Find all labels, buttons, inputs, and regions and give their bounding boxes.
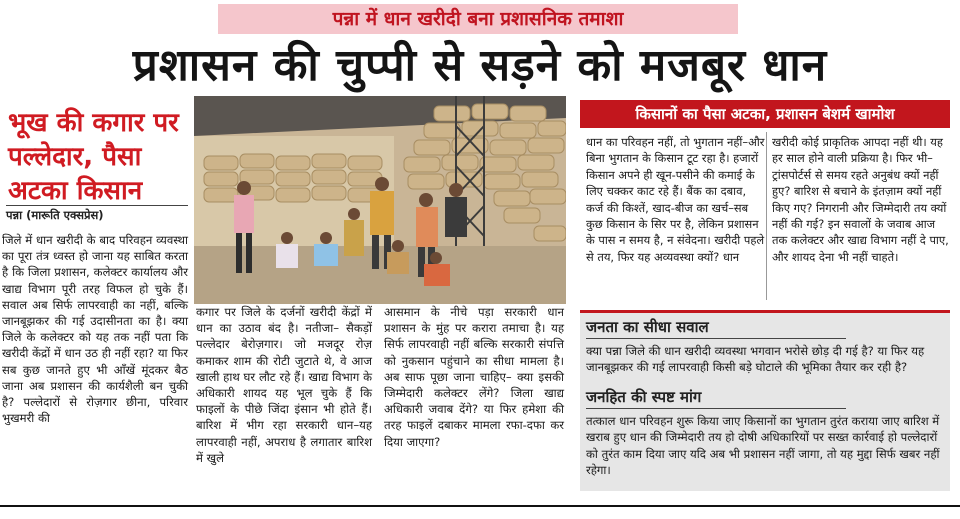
byline: पन्ना (मारूति एक्सप्रेस) — [6, 208, 104, 222]
warehouse-photo-illustration — [194, 96, 566, 304]
page-bottom-rule — [0, 505, 960, 507]
article-column-2: कगार पर जिले के दर्जनों खरीदी केंद्रों में धान का उठाव बंद है। नतीजा– सैकड़ों पल्लेदार बेरोज़गार। जो मजदूर रोज़ कमाकर शाम की रोटी जुटाते थे, वे आज खाली हाथ घर लौट रहे हैं। खाद्य विभाग के अधिकारी शायद यह भूल चुके हैं कि फाइलों के पीछे जिंदा इंसान भी होते हैं। बारिश में भीग रहा सरकारी धान–यह लापरवाही नहीं, अपराध है लगातार बारिश में खुले — [196, 305, 372, 465]
kicker-banner: पन्ना में धान खरीदी बना प्रशासनिक तमाशा — [218, 4, 738, 34]
headline: प्रशासन की चुप्पी से सड़ने को मजबूर धान — [132, 40, 828, 91]
sidebar-column-1: धान का परिवहन नहीं, तो भुगतान नहीं–और बिना भुगतान के किसान टूट रहा है। हजारों किसान अपने ही खून-पसीने की कमाई के लिए चक्कर काट रहे हैं। बैंक का दबाव, कर्ज की किश्तें, खाद-बीज का खर्च–सब कुछ किसान के सिर पर है, लेकिन प्रशासन के पास न समय है, न संवेदना। खरीदी पहले से तय, फिर यह अव्यवस्था क्यों? धान — [586, 135, 765, 264]
box1-rule — [586, 338, 846, 339]
sidebar-column-2: खरीदी कोई प्राकृतिक आपदा नहीं थी। यह हर साल होने वाली प्रक्रिया है। फिर भी– ट्रांसपोर्टर्स से समय रहते अनुबंध क्यों नहीं हुए? बारिश से बचाने के इंतज़ाम क्यों नहीं किए गए? निगरानी और जिम्मेदारी तय क्यों नहीं की गई? इन सवालों के जवाब आज तक कलेक्टर और खाद्य विभाग नहीं दे पाए, और शायद देना भी नहीं चाहते। — [772, 135, 949, 264]
sidebar-heading: किसानों का पैसा अटका, प्रशासन बेशर्म खामोश — [580, 100, 950, 128]
article-column-3: आसमान के नीचे पड़ा सरकारी धान प्रशासन के मुंह पर करारा तमाचा है। यह सिर्फ लापरवाही नहीं बल्कि सरकारी संपत्ति को नुकसान पहुंचाने का सीधा मामला है। अब साफ पूछा जाना चाहिए– क्या इसकी जिम्मेदारी कलेक्टर लेंगे? जिला खाद्य अधिकारी जवाब देंगे? या फिर हमेशा की तरह फाइलें दबाकर मामला रफा-दफा कर दिया जाएगा? — [384, 305, 564, 449]
box1-text: क्या पन्ना जिले की धान खरीदी व्यवस्था भगवान भरोसे छोड़ दी गई है? या फिर यह जानबूझकर की गई लापरवाही किसी बड़े घोटाले की भूमिका तैयार कर रही है? — [586, 344, 925, 375]
column-divider — [766, 132, 767, 300]
info-box — [580, 310, 950, 491]
news-photo — [194, 96, 566, 304]
subheadline: भूख की कगार पर पल्लेदार, पैसा अटका किसान — [8, 108, 179, 206]
article-column-1: जिले में धान खरीदी के बाद परिवहन व्यवस्था का पूरा तंत्र ध्वस्त हो जाना यह साबित करता है कि जिला प्रशासन, कलेक्टर कार्यालय और खाद्य विभाग पूरी तरह विफल हो चुके हैं। सवाल अब सिर्फ लापरवाही का नहीं, बल्कि जानबूझकर की गई उदासीनता का है। क्या जिले के कलेक्टर को यह तक नहीं पता कि खरीदी केंद्रों में धान उठ ही नहीं रहा? या फिर सब कुछ जानते हुए भी आँखें मूंदकर बैठ जाना अब प्रशासन की कार्यशैली बन चुकी है? पल्लेदारों से रोज़गार छीना, परिवार भुखमरी की — [2, 233, 188, 426]
box2-rule — [586, 408, 846, 409]
box2-heading: जनहित की स्पष्ट मांग — [586, 388, 702, 406]
box2-text: तत्काल धान परिवहन शुरू किया जाए किसानों का भुगतान तुरंत कराया जाए बारिश में खराब हुए धान की जिम्मेदारी तय हो दोषी अधिकारियों पर सख्त कार्रवाई हो पल्लेदारों को तुरंत काम दिया जाए यदि अब भी प्रशासन नहीं जागा, तो यह मुद्दा सिर्फ खबर नहीं रहेगा। — [586, 414, 940, 478]
box1-heading: जनता का सीधा सवाल — [586, 318, 709, 336]
